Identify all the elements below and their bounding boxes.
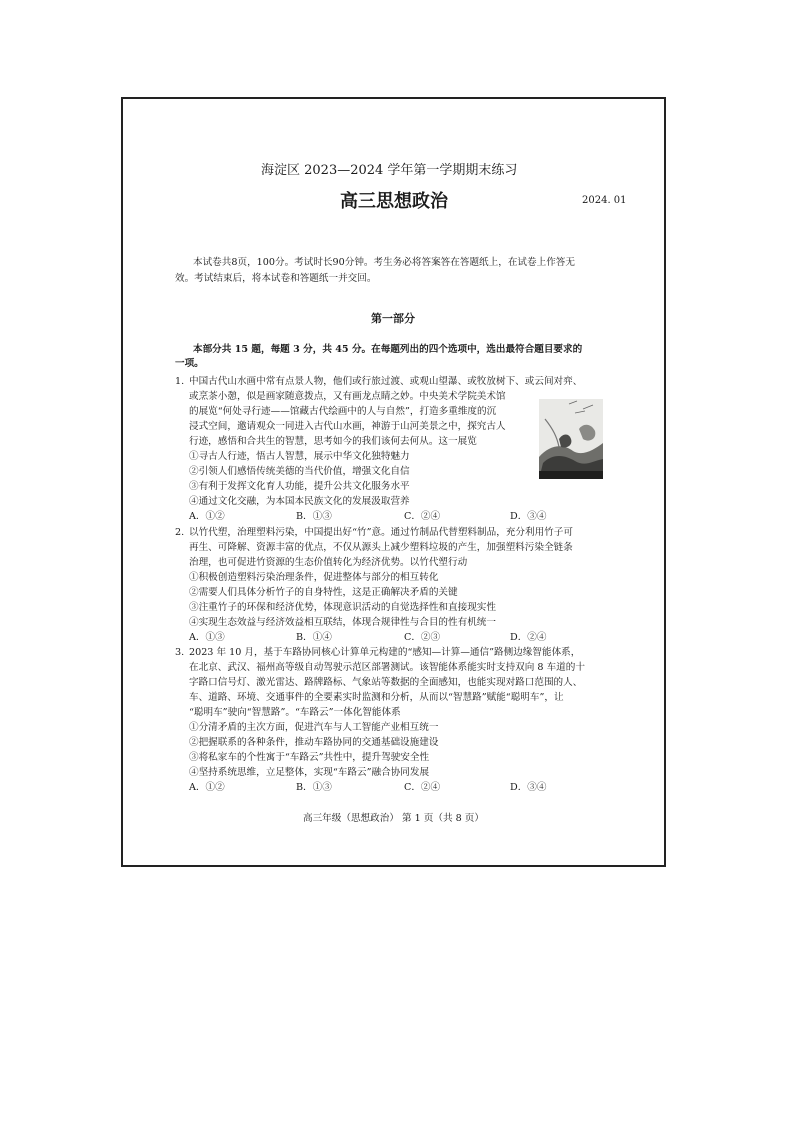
question-stem-line: 的展览“何处寻行迹——馆藏古代绘画中的人与自然”，打造多重维度的沉 <box>189 406 497 417</box>
landscape-painting-image <box>539 399 603 479</box>
question-number: 1. <box>175 376 185 387</box>
question-item: ①积极创造塑料污染治理条件，促进整体与部分的相互转化 <box>189 572 439 583</box>
part-intro-line: 本部分共 15 题，每题 3 分，共 45 分。在每题列出的四个选项中，选出最符合题目要求的 <box>193 344 583 355</box>
question-item: ④坚持系统思维，立足整体，实现“车路云”融合协同发展 <box>189 767 430 778</box>
question-stem-line: 治理，也可促进竹资源的生态价值转化为经济优势。以竹代塑行动 <box>189 557 468 568</box>
exam-title: 海淀区 2023—2024 学年第一学期期末练习 <box>261 163 518 178</box>
instructions-line: 效。考试结束后，将本试卷和答题纸一并交回。 <box>175 273 377 284</box>
answer-option-b: B．①③ <box>296 782 332 793</box>
question-stem-line: 车、道路、环境、交通事件的全要素实时监测和分析，从而以“智慧路”赋能“聪明车”，让 <box>189 692 564 703</box>
instructions-line: 本试卷共8页，100分。考试时长90分钟。考生务必将答案答在答题纸上，在试卷上作答无 <box>193 257 575 268</box>
exam-date: 2024. 01 <box>582 195 627 206</box>
part-intro-line: 一项。 <box>175 358 204 369</box>
question-stem-line: 浸式空间，邀请观众一同进入古代山水画，神游于山河美景之中，探究古人 <box>189 421 506 432</box>
question-stem-line: “聪明车”驶向“智慧路”。“车路云”一体化智能体系 <box>189 707 401 718</box>
subject-title: 高三思想政治 <box>340 191 448 212</box>
answer-option-a: A．①② <box>189 511 225 522</box>
question-item: ③有利于发挥文化育人功能，提升公共文化服务水平 <box>189 481 410 492</box>
part-title: 第一部分 <box>371 312 415 325</box>
answer-option-d: D．③④ <box>510 782 547 793</box>
answer-option-b: B．①④ <box>296 632 332 643</box>
question-item: ①寻古人行迹，悟古人智慧，展示中华文化独特魅力 <box>189 451 410 462</box>
question-item: ④通过文化交融，为本国本民族文化的发展汲取营养 <box>189 496 410 507</box>
answer-option-a: A．①③ <box>189 632 225 643</box>
question-item: ②需要人们具体分析竹子的自身特性，这是正确解决矛盾的关键 <box>189 587 458 598</box>
page-footer: 高三年级（思想政治） 第 1 页（共 8 页） <box>303 813 484 824</box>
answer-option-d: D．③④ <box>510 511 547 522</box>
question-item: ①分清矛盾的主次方面，促进汽车与人工智能产业相互统一 <box>189 722 439 733</box>
question-stem-line: 字路口信号灯、激光雷达、路牌路标、气象站等数据的全面感知，也能实现对路口范围的人、 <box>189 677 583 688</box>
question-number: 3. <box>175 647 185 658</box>
question-stem-line: 中国古代山水画中常有点景人物，他们或行旅过渡、或观山望瀑、或牧放树下、或云间对弈、 <box>189 376 583 387</box>
question-stem-line: 再生、可降解、资源丰富的优点，不仅从源头上减少塑料垃圾的产生，加强塑料污染全链条 <box>189 542 573 553</box>
question-item: ③将私家车的个性寓于“车路云”共性中，提升驾驶安全性 <box>189 752 430 763</box>
question-number: 2. <box>175 527 185 538</box>
exam-page <box>121 97 666 867</box>
question-item: ④实现生态效益与经济效益相互联结，体现合规律性与合目的性有机统一 <box>189 617 496 628</box>
question-item: ②把握联系的各种条件，推动车路协同的交通基础设施建设 <box>189 737 439 748</box>
answer-option-b: B．①③ <box>296 511 332 522</box>
question-stem-line: 以竹代塑，治理塑料污染，中国提出好“竹”意。通过竹制品代替塑料制品，充分利用竹子可 <box>189 527 573 538</box>
answer-option-a: A．①② <box>189 782 225 793</box>
question-stem-line: 或烹茶小憩，似是画家随意拨点，又有画龙点睛之妙。中央美术学院美术馆 <box>189 391 506 402</box>
answer-option-c: C．②④ <box>404 511 441 522</box>
question-item: ②引领人们感悟传统美德的当代价值，增强文化自信 <box>189 466 410 477</box>
answer-option-c: C．②③ <box>404 632 441 643</box>
question-stem-line: 在北京、武汉、福州高等级自动驾驶示范区部署测试。该智能体系能实时支持双向 8 车道的十 <box>189 662 585 673</box>
question-item: ③注重竹子的环保和经济优势，体现意识活动的自觉选择性和直接现实性 <box>189 602 496 613</box>
question-stem-line: 行迹，感悟和合共生的智慧，思考如今的我们该何去何从。这一展览 <box>189 436 477 447</box>
answer-option-d: D．②④ <box>510 632 547 643</box>
answer-option-c: C．②④ <box>404 782 441 793</box>
question-stem-line: 2023 年 10 月，基于车路协同核心计算单元构建的“感知—计算—通信”路侧边缘智能体系， <box>189 647 581 658</box>
